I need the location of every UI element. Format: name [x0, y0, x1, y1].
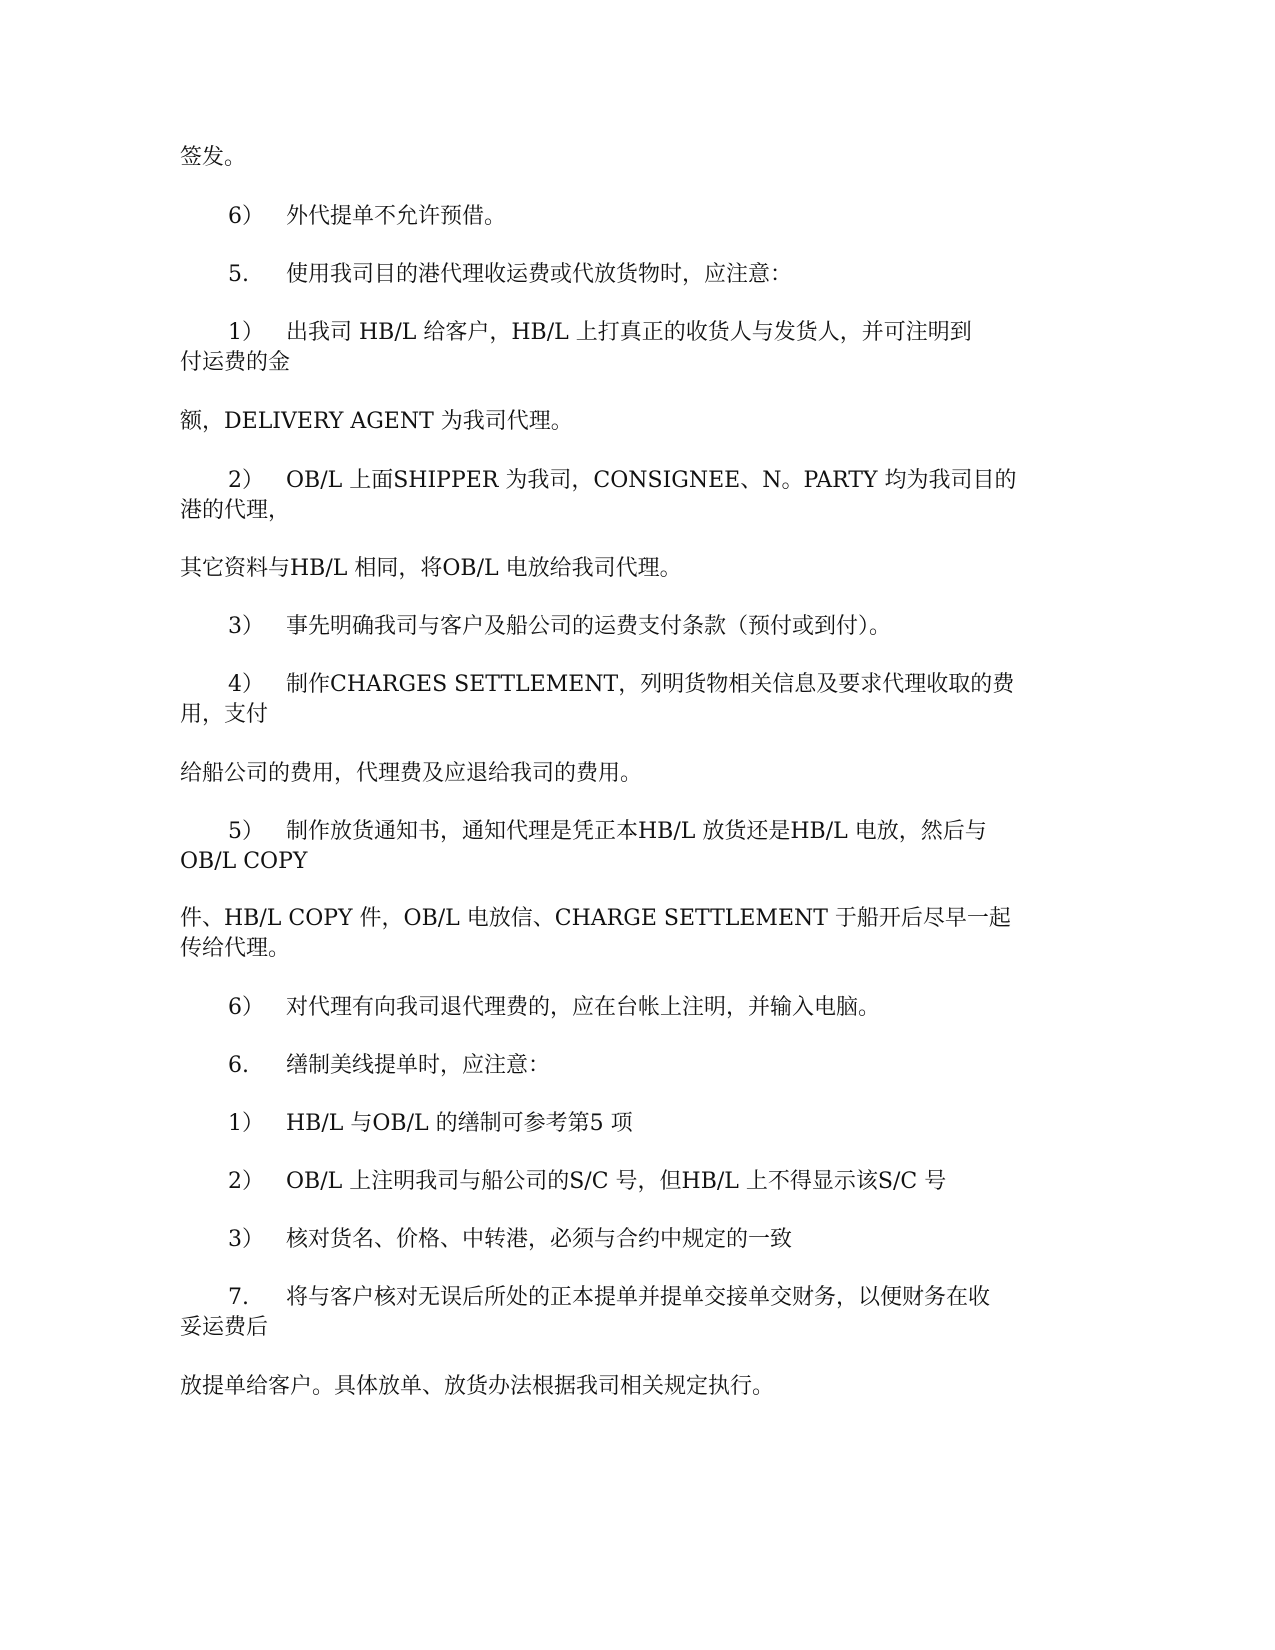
section-heading: 使用我司目的港代理收运费或代放货物时，应注意：: [286, 262, 793, 287]
paragraph-line: 其它资料与HB/L 相同，将OB/L 电放给我司代理。: [180, 556, 682, 581]
list-number: 3）: [228, 614, 264, 639]
section-heading: 缮制美线提单时，应注意：: [286, 1053, 551, 1078]
list-number: 1）: [228, 320, 264, 345]
paragraph-line: OB/L COPY: [180, 849, 308, 874]
list-number: 6）: [228, 995, 264, 1020]
paragraph-line: 制作CHARGES SETTLEMENT，列明货物相关信息及要求代理收取的费: [286, 672, 1015, 697]
paragraph-line: 对代理有向我司退代理费的，应在台帐上注明，并输入电脑。: [286, 995, 881, 1020]
paragraph-line: 给船公司的费用，代理费及应退给我司的费用。: [180, 761, 643, 786]
list-number: 4）: [228, 672, 264, 697]
paragraph-line: 额，DELIVERY AGENT 为我司代理。: [180, 409, 573, 434]
section-number: 6.: [228, 1053, 249, 1078]
paragraph-line: 外代提单不允许预借。: [286, 204, 507, 229]
paragraph-line: 事先明确我司与客户及船公司的运费支付条款（预付或到付）。: [286, 614, 892, 639]
paragraph-line: 用，支付: [180, 702, 269, 727]
paragraph-line: 签发。: [180, 145, 247, 170]
list-number: 3）: [228, 1227, 264, 1252]
paragraph-line: HB/L 与OB/L 的缮制可参考第5 项: [286, 1111, 633, 1136]
paragraph-line: 核对货名、价格、中转港，必须与合约中规定的一致: [286, 1227, 793, 1252]
list-number: 2）: [228, 1169, 264, 1194]
paragraph-line: OB/L 上面SHIPPER 为我司，CONSIGNEE、N。PARTY 均为我司目的: [286, 468, 1017, 493]
list-number: 5）: [228, 819, 264, 844]
paragraph-line: 制作放货通知书，通知代理是凭正本HB/L 放货还是HB/L 电放，然后与: [286, 819, 987, 844]
list-number: 1）: [228, 1111, 264, 1136]
paragraph-line: OB/L 上注明我司与船公司的S/C 号，但HB/L 上不得显示该S/C 号: [286, 1169, 947, 1194]
paragraph-line: 出我司 HB/L 给客户，HB/L 上打真正的收货人与发货人，并可注明到: [286, 320, 972, 345]
paragraph-line: 妥运费后: [180, 1315, 269, 1340]
paragraph-line: 放提单给客户。具体放单、放货办法根据我司相关规定执行。: [180, 1374, 775, 1399]
section-number: 7.: [228, 1285, 249, 1310]
paragraph-line: 传给代理。: [180, 936, 291, 961]
paragraph-line: 将与客户核对无误后所处的正本提单并提单交接单交财务，以便财务在收: [286, 1285, 991, 1310]
list-number: 2）: [228, 468, 264, 493]
paragraph-line: 港的代理，: [180, 498, 291, 523]
paragraph-line: 付运费的金: [180, 350, 291, 375]
paragraph-line: 件、HB/L COPY 件，OB/L 电放信、CHARGE SETTLEMENT 于船开后尽早一起: [180, 906, 1011, 931]
section-number: 5.: [228, 262, 249, 287]
list-number: 6）: [228, 204, 264, 229]
